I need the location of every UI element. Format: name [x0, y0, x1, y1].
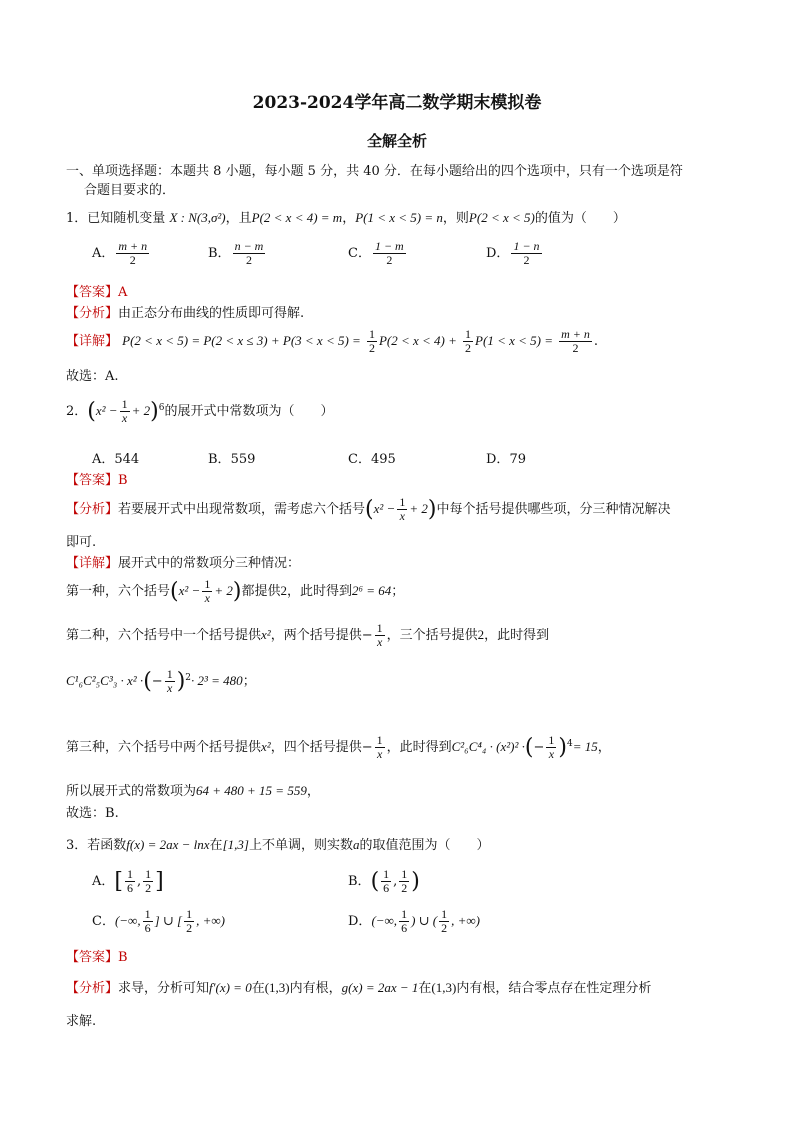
q2-case3-c: ，此时得到 [386, 740, 452, 756]
q3-number: 3． [66, 838, 88, 853]
q2-case3-end: ， [597, 740, 611, 756]
q2-case2-c: ，三个括号提供 [386, 628, 478, 644]
q1-half-den: 2 [368, 341, 375, 356]
q2-case2-formula-a: C¹₆C²₅C³₃ · x² · [66, 673, 144, 689]
q2-case2-d: ，此时得到 [484, 628, 550, 644]
q2-option-c-value: 495 [370, 452, 396, 467]
q2-case3-a: 第三种，六个括号中两个括号提供 [66, 740, 262, 756]
q2-case3-frac-num: 1 [376, 733, 383, 747]
q1-option-c-letter: C． [348, 246, 371, 262]
q1-option-a [92, 240, 151, 267]
q1-half-num-2: 1 [465, 327, 472, 341]
q3-analysis-f: 求解. [66, 1014, 97, 1029]
q1-option-b-num: n − m [234, 239, 264, 253]
q3-open-int: (1,3) [264, 980, 290, 995]
q1-option-b [208, 240, 267, 267]
q2-case2-formula-b: · 2³ = 480 [191, 673, 243, 689]
q3-option-c-n1: 1 [144, 907, 151, 921]
q3-analysis-b: 在 [251, 981, 265, 996]
q2-analysis-c: 即可. [66, 535, 97, 550]
q1-stem-c: ，则 [442, 211, 469, 226]
q1-half-den-2: 2 [465, 341, 472, 356]
q3-option-b-letter: B． [348, 874, 371, 890]
q2-analysis-label: 【分析】 [66, 502, 119, 518]
q3-option-a-bnum: 1 [145, 867, 152, 881]
q3-deriv: f′(x) = 0 [209, 980, 252, 995]
q3-stem-a: 若函数 [87, 838, 127, 853]
q2-option-b-letter: B． [208, 452, 231, 467]
q1-option-a-den: 2 [129, 253, 136, 268]
q2-analysis: 【分析】若要展开式中出现常数项，需考虑六个括号(x² − $\frac{1}{x}$ + 2)中每个括号提供哪些项，分三种情况解决 [66, 495, 671, 524]
q2-expr-num: 1 [121, 397, 128, 411]
q2-sum-a: 所以展开式的常数项为 [66, 784, 197, 799]
q1-option-d-num: 1 − n [513, 239, 540, 253]
q2-option-c-letter: C． [348, 452, 371, 467]
q3-analysis-d: 在 [418, 981, 432, 996]
q2-case3-formula-pow: 4 [567, 738, 573, 749]
q2-expr-den: x [121, 411, 128, 426]
q3-option-a-bden: 2 [145, 881, 152, 896]
q1-option-c [348, 240, 408, 267]
q1-option-d-den: 2 [523, 253, 530, 268]
q2-case1-expr-num: 1 [204, 577, 211, 591]
q1-target: P(2 < x < 5) [468, 210, 535, 225]
q2-case2 [66, 622, 549, 649]
q3-option-a-left: [ [114, 869, 123, 895]
q1-stem: 1．已知随机变量 X : N(3,σ²)，且P(2 < x < 4) = m，P(1 < x < 5) = n，则P(2 < x < 5)的值为（ ） [66, 210, 626, 226]
q3-option-b-anum: 1 [383, 867, 390, 881]
section-intro-line2: 合题目要求的． [84, 183, 176, 198]
q2-case2-minus: − [361, 628, 373, 644]
q3-option-c-p1: (−∞, [114, 913, 141, 929]
q1-detail-mid1: P(2 < x < 4) + [378, 333, 457, 349]
q2-case1-expr-text: x² − [178, 583, 201, 599]
q2-case2-b: ，两个括号提供 [270, 628, 362, 644]
q2-case1-b: 都提供 [241, 584, 281, 600]
q2-option-a-letter: A． [92, 452, 115, 467]
q2-sum [66, 780, 320, 799]
q3-analysis-a: 求导，分析可知 [118, 981, 210, 996]
q2-expr-text: x² − [95, 403, 118, 419]
q1-option-d [486, 240, 544, 267]
q1-option-c-num: 1 − m [374, 239, 404, 253]
q3-option-b-aden: 6 [383, 881, 390, 896]
q2-choose [66, 802, 119, 821]
q2-analysis-a: 若要展开式中出现常数项，需考虑六个括号 [118, 502, 366, 518]
q2-case3-minus: − [361, 740, 373, 756]
q2-case3-formula-a: C²₆C⁴₄ · (x²)² · [451, 739, 525, 755]
q3-stem-c: 上不单调，则实数 [248, 838, 353, 853]
q2-option-b-value: 559 [230, 452, 256, 467]
page-title: 2023-2024学年高二数学期末模拟卷 [252, 93, 542, 113]
q1-dist: X : N(3,σ²) [169, 210, 226, 225]
q3-analysis [66, 977, 651, 996]
q2-case1-expr-den: x [204, 591, 210, 606]
q2-option-a [92, 448, 139, 467]
q3-var: a [352, 837, 360, 852]
q3-option-d-letter: D． [348, 914, 372, 930]
q2-analysis-expr-num: 1 [399, 495, 406, 509]
q3-func: f(x) = 2ax − lnx [126, 837, 210, 852]
q3-option-b-bden: 2 [401, 881, 408, 896]
q2-option-d-value: 79 [509, 452, 526, 467]
q1-choose-value: A. [105, 369, 119, 384]
q2-case2-frac-num: 1 [376, 621, 383, 635]
q2-choose-value: B. [105, 806, 119, 821]
q2-case2-frac-den: x [376, 635, 383, 650]
q2-analysis-expr-tail: + 2 [409, 501, 428, 517]
q1-detail-mid2: P(1 < x < 5) = [475, 333, 553, 349]
q2-expr-tail: + 2 [131, 403, 151, 419]
q1-stem-b: ，且 [225, 211, 252, 226]
q3-answer-label: 【答案】 [66, 950, 119, 965]
q2-detail-label: 【详解】 [66, 556, 119, 571]
q2-option-d [486, 448, 526, 467]
q3-option-d-d2: 2 [441, 921, 448, 936]
q1-answer [66, 281, 127, 300]
section-intro-line1: 一、单项选择题：本题共 8 小题，每小题 5 分，共 40 分．在每小题给出的四个选项中，只有一个选项是符 [66, 164, 683, 179]
q3-option-c-d1: 6 [144, 921, 151, 936]
q1-res-num: m + n [561, 327, 590, 341]
q2-answer [66, 469, 128, 488]
q2-case3: 第三种，六个括号中两个括号提供x²，四个括号提供− $\frac{1}{x}$ ，此时得到C²₆C⁴₄ · (x²)² ·(− $\frac{1}{x}$ )$^4$= 15， [66, 733, 611, 762]
q2-case3-frac-den: x [376, 747, 383, 762]
q2-case1-two: 2 [280, 583, 287, 599]
q2-stem: 2．(x² − $\frac{1}{x}$ + 2)$^6$的展开式中常数项为（ ） [66, 397, 334, 426]
q2-case1-c: ，此时得到 [286, 584, 352, 600]
q2-option-a-value: 544 [114, 452, 140, 467]
q1-stem-d: 的值为（ ） [534, 211, 626, 226]
q2-case2-formula-den: x [167, 681, 173, 696]
q2-case2-formula-sq: 2 [185, 672, 192, 683]
q3-option-c-d2: 2 [186, 921, 193, 936]
q2-analysis-b: 中每个括号提供哪些项，分三种情况解决 [436, 502, 671, 518]
q2-case1-res: 2⁶ = 64 [351, 583, 392, 599]
q1-option-b-letter: B． [208, 246, 231, 262]
q2-answer-value: B [118, 473, 128, 488]
q2-case1-expr-tail: + 2 [214, 583, 233, 599]
q1-answer-value: A [118, 285, 128, 300]
q3-option-a-letter: A． [92, 874, 115, 890]
q3-analysis-c: 内有根， [289, 981, 342, 996]
q1-detail: 【详解】 P(2 < x < 5) = P(2 < x ≤ 3) + P(3 < x < 5) = $\frac{1}{2}$ P(2 < x < 4) + $\frac{1}{2}$ P(1 < x < 5) = $\frac{m + n}{2}$ . [66, 327, 599, 356]
q3-option-a-right: ] [155, 869, 164, 895]
q3-option-d-n2: 1 [441, 907, 448, 921]
q2-choose-prefix: 故选： [66, 806, 106, 821]
q2-case3-formula-minus: − [533, 740, 545, 756]
q2-sum-c: ， [306, 784, 320, 799]
q3-option-c-p3: , +∞) [196, 913, 225, 929]
q3-option-d-d1: 6 [401, 921, 408, 936]
q3-interval: [1,3] [222, 837, 249, 852]
q1-analysis [66, 302, 304, 321]
q3-answer [66, 946, 128, 965]
q3-option-b-right: ) [411, 869, 420, 895]
q3-analysis-label: 【分析】 [66, 981, 119, 996]
q3-option-c-n2: 1 [186, 907, 193, 921]
q2-case2-formula-num: 1 [166, 667, 173, 681]
q2-case2-formula-minus: − [151, 674, 163, 690]
q2-case2-x2: x² [261, 627, 271, 643]
q3-answer-value: B [118, 950, 128, 965]
q1-detail-label: 【详解】 [66, 334, 119, 350]
q3-option-c [92, 908, 225, 935]
q3-option-b: B．( $\frac{1}{6}$ , $\frac{1}{2}$ ) [348, 867, 420, 896]
q1-option-a-letter: A． [92, 246, 115, 262]
q2-case3-formula-num: 1 [548, 733, 555, 747]
q1-stem-a: 已知随机变量 [87, 211, 166, 226]
q3-option-a-anum: 1 [126, 867, 133, 881]
q2-case2-a: 第二种，六个括号中一个括号提供 [66, 628, 262, 644]
q2-case1-end: ； [391, 584, 405, 600]
q1-option-b-den: 2 [245, 253, 252, 268]
q1-option-a-num: m + n [118, 239, 148, 253]
q3-option-d-p2: ) ∪ ( [411, 913, 438, 929]
q1-option-c-den: 2 [386, 253, 393, 268]
q3-stem-d: 的取值范围为（ ） [359, 838, 490, 853]
q3-gfun: g(x) = 2ax − 1 [341, 980, 419, 995]
q2-case2-end: ； [242, 674, 256, 690]
q2-detail-text: 展开式中的常数项分三种情况： [118, 556, 301, 571]
q1-choose-prefix: 故选： [66, 369, 106, 384]
q1-res-den: 2 [572, 341, 579, 356]
q3-analysis-e: 内有根，结合零点存在性定理分析 [456, 981, 652, 996]
q1-cond2: P(1 < x < 5) = n [355, 210, 443, 225]
q1-number: 1． [66, 211, 88, 226]
q3-option-a-aden: 6 [126, 881, 133, 896]
q3-option-b-left: ( [370, 869, 380, 895]
q3-option-d-n1: 1 [401, 907, 408, 921]
q2-answer-label: 【答案】 [66, 473, 119, 488]
q3-option-d [348, 908, 480, 935]
q1-choose [66, 365, 119, 384]
q2-option-c [348, 448, 396, 467]
q2-case3-formula-b: = 15 [572, 739, 598, 755]
q3-option-a: A．[ $\frac{1}{6}$ , $\frac{1}{2}$ ] [92, 867, 164, 896]
q2-case1-a: 第一种，六个括号 [66, 584, 171, 600]
page-subtitle: 全解全析 [366, 132, 427, 150]
q2-case2-two: 2 [477, 627, 485, 643]
q3-option-b-bnum: 1 [401, 867, 408, 881]
q2-detail [66, 552, 300, 571]
q2-case2-formula: C¹₆C²₅C³₃ · x² ·(− $\frac{1}{x}$ )$^2$· 2³ = 480； [66, 667, 256, 696]
q2-analysis-expr-den: x [399, 509, 405, 524]
q3-option-c-letter: C． [92, 914, 115, 930]
q2-option-b [208, 448, 255, 467]
q2-power: 6 [158, 402, 165, 413]
q3-option-d-p3: , +∞) [451, 913, 480, 929]
q1-cond1: P(2 < x < 4) = m [251, 210, 343, 225]
q1-option-d-letter: D． [486, 246, 510, 262]
q2-stem-text: 的展开式中常数项为（ ） [164, 404, 334, 420]
q2-option-d-letter: D． [486, 452, 510, 467]
q3-stem-b: 在 [209, 838, 223, 853]
q1-answer-label: 【答案】 [66, 285, 119, 300]
q1-half-num: 1 [368, 327, 375, 341]
q1-analysis-label: 【分析】 [66, 306, 119, 321]
q2-analysis-expr-text: x² − [373, 501, 396, 517]
q1-detail-lhs: P(2 < x < 5) = P(2 < x ≤ 3) + P(3 < x < 5) = [122, 333, 361, 349]
q2-case3-x2: x² [261, 739, 271, 755]
q2-case1: 第一种，六个括号(x² − $\frac{1}{x}$ + 2)都提供2，此时得到2⁶ = 64； [66, 577, 405, 606]
q2-number: 2． [66, 404, 88, 420]
q3-open-int-2: (1,3) [431, 980, 457, 995]
q3-option-c-p2: ] ∪ [ [154, 913, 183, 929]
q3-option-d-p1: (−∞, [371, 913, 398, 929]
q2-sum-b: 64 + 480 + 15 = 559 [196, 783, 307, 798]
q1-analysis-text: 由正态分布曲线的性质即可得解. [118, 306, 305, 321]
q2-case3-formula-den: x [548, 747, 555, 762]
q3-stem [66, 834, 489, 853]
q2-case3-b: ，四个括号提供 [270, 740, 362, 756]
